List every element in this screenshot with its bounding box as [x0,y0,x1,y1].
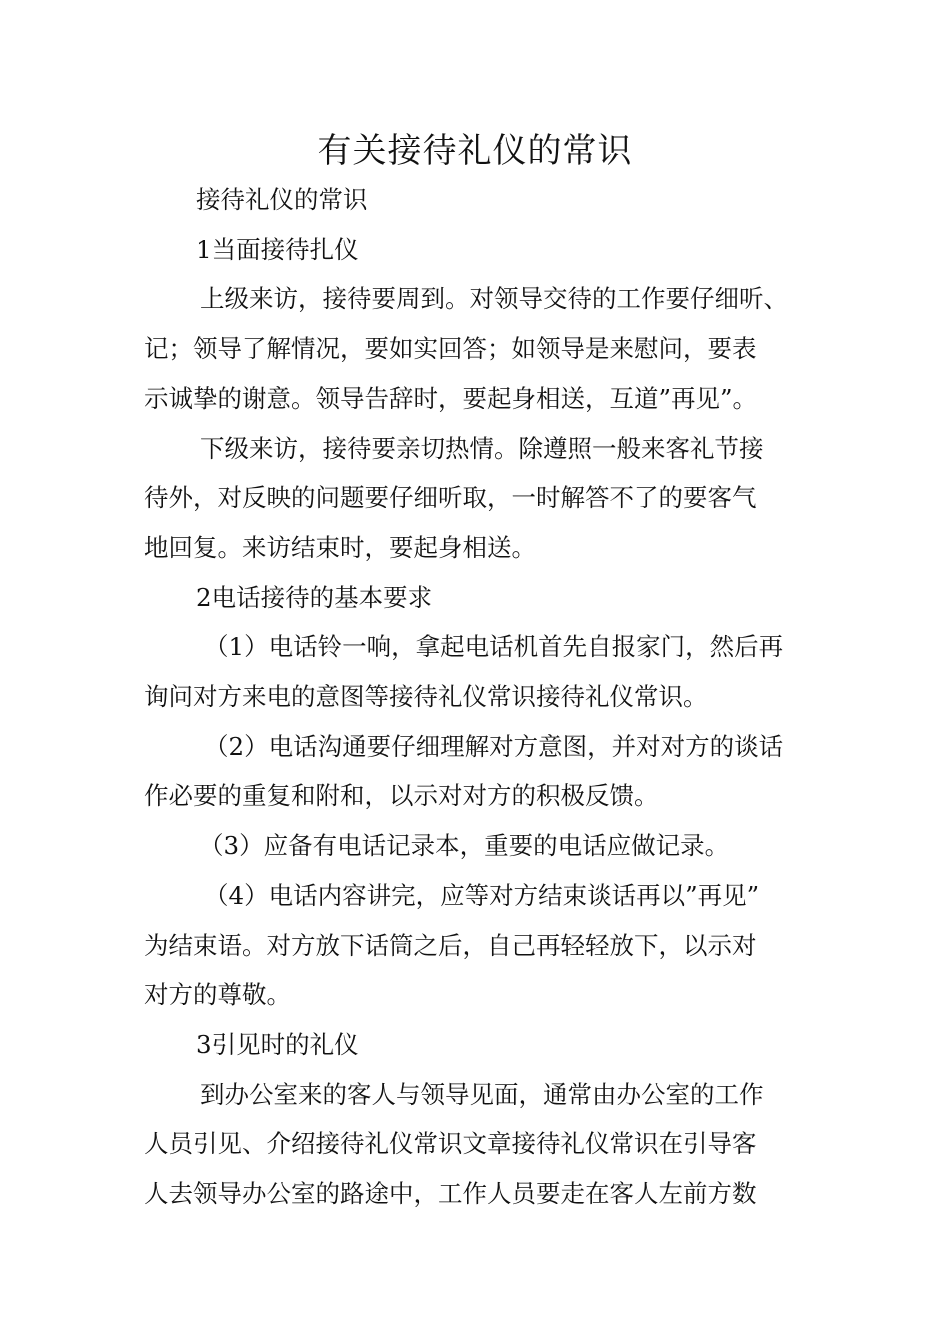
list-item-line: （4）电话内容讲完，应等对方结束谈话再以”再见” [204,880,760,910]
paragraph-line: 示诚挚的谢意。领导告辞时，要起身相送，互道”再见”。 [144,383,758,413]
list-item-line: （2）电话沟通要仔细理解对方意图，并对对方的谈话 [204,731,784,761]
paragraph-line: 到办公室来的客人与领导见面，通常由办公室的工作 [200,1079,764,1109]
paragraph-line: 下级来访，接待要亲切热情。除遵照一般来客礼节接 [200,433,764,463]
paragraph-line: 人员引见、介绍接待礼仪常识文章接待礼仪常识在引导客 [144,1129,757,1159]
list-item-line: 为结束语。对方放下话筒之后，自己再轻轻放下，以示对 [144,930,757,960]
list-item-line: 询问对方来电的意图等接待礼仪常识接待礼仪常识。 [144,682,708,712]
paragraph-line: 人去领导办公室的路途中，工作人员要走在客人左前方数 [144,1179,757,1209]
paragraph-line: 待外，对反映的问题要仔细听取，一时解答不了的要客气 [144,483,757,513]
list-item-line: （3）应备有电话记录本，重要的电话应做记录。 [199,831,730,861]
paragraph-line: 上级来访，接待要周到。对领导交待的工作要仔细听、 [200,284,788,314]
list-item-line: 对方的尊敬。 [144,980,291,1010]
document-body [144,175,814,1219]
list-item-line: （1）电话铃一响，拿起电话机首先自报家门，然后再 [204,632,784,662]
document-title: 有关接待礼仪的常识 [317,131,633,171]
section-heading-3: 3引见时的礼仪 [196,1029,359,1059]
paragraph-line: 地回复。来访结束时，要起身相送。 [144,532,536,562]
section-heading-1: 1当面接待扎仪 [196,234,359,264]
list-item-line: 作必要的重复和附和，以示对对方的积极反馈。 [144,781,659,811]
section-heading-main: 接待礼仪的常识 [196,185,368,214]
paragraph-line: 记；领导了解情况，要如实回答；如领导是来慰问，要表 [144,334,757,364]
section-heading-2: 2电话接待的基本要求 [196,582,433,612]
